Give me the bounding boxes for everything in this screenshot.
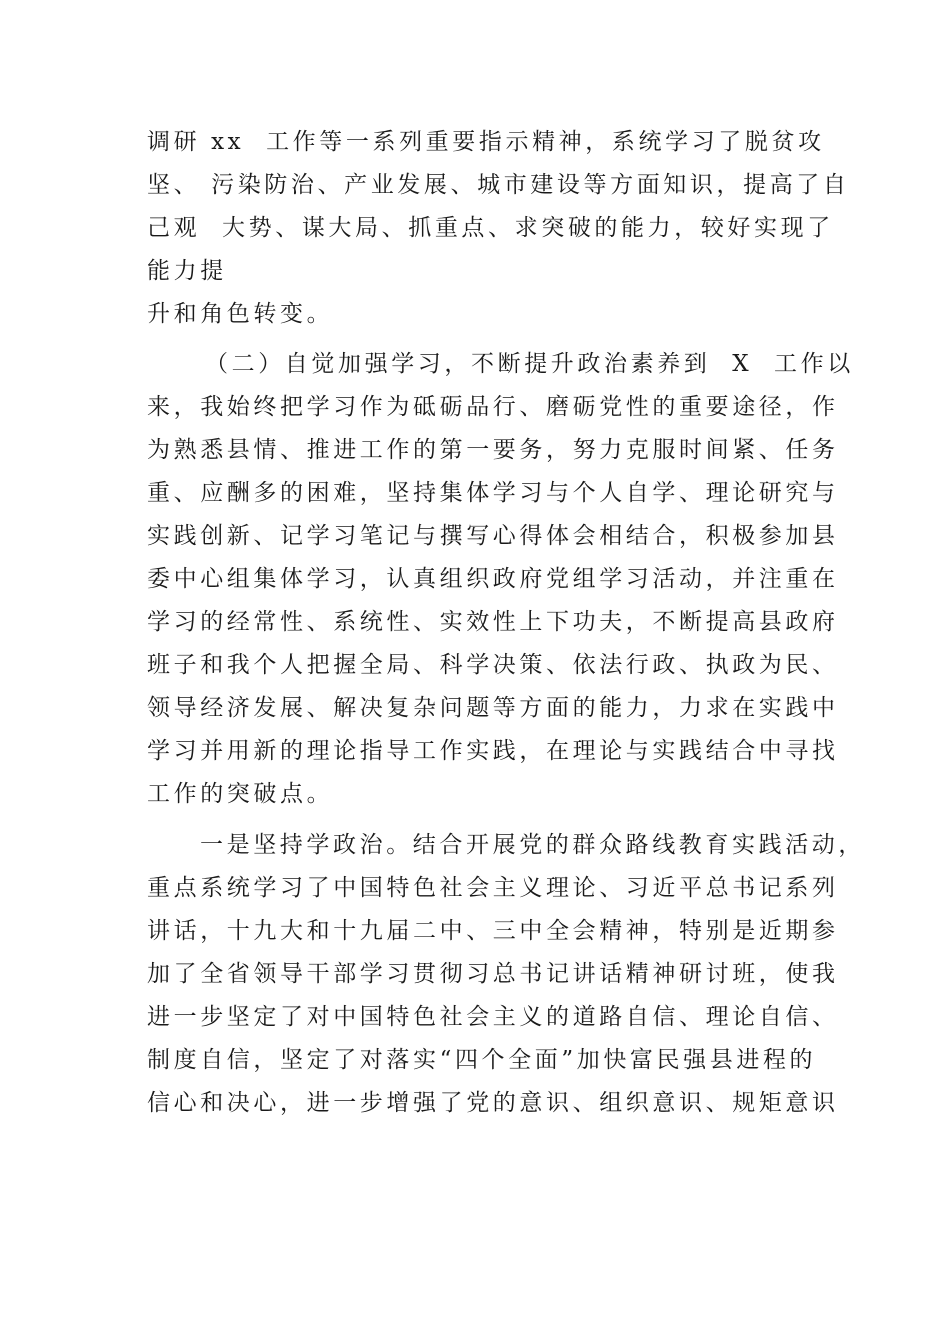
text-line: 调研 xx 工作等一系列重要指示精神，系统学习了脱贫攻: [147, 129, 825, 155]
text-line: 己观 大势、谋大局、抓重点、求突破的能力，较好实现了: [147, 215, 834, 241]
text-line: 委中心组集体学习，认真组织政府党组学习活动，并注重在: [147, 566, 839, 592]
text-line: 学习并用新的理论指导工作实践，在理论与实践结合中寻找: [147, 738, 839, 764]
text-line: 重点系统学习了中国特色社会主义理论、习近平总书记系列: [147, 875, 839, 901]
text-line: （二）自觉加强学习，不断提升政治素养到 X 工作以: [205, 351, 854, 377]
text-line: 领导经济发展、解决复杂问题等方面的能力，力求在实践中: [147, 695, 839, 721]
text-line: 制度自信，坚定了对落实“四个全面”加快富民强县进程的: [147, 1047, 817, 1073]
text-line: 重、应酬多的困难，坚持集体学习与个人自学、理论研究与: [147, 480, 839, 506]
text-line: 加了全省领导干部学习贯彻习总书记讲话精神研讨班，使我: [147, 961, 839, 987]
text-line: 工作的突破点。: [147, 781, 334, 807]
text-line: 学习的经常性、系统性、实效性上下功夫，不断提高县政府: [147, 609, 839, 635]
text-line: 能力提: [147, 258, 227, 284]
text-line: 实践创新、记学习笔记与撰写心得体会相结合，积极参加县: [147, 523, 839, 549]
text-line: 为熟悉县情、推进工作的第一要务，努力克服时间紧、任务: [147, 437, 839, 463]
text-line: 来，我始终把学习作为砥砺品行、磨砺党性的重要途径，作: [147, 394, 839, 420]
text-line: 班子和我个人把握全局、科学决策、依法行政、执政为民、: [147, 652, 839, 678]
text-line: 坚、 污染防治、产业发展、城市建设等方面知识，提高了自: [147, 172, 850, 198]
text-line: 升和角色转变。: [147, 301, 334, 327]
text-line: 信心和决心，进一步增强了党的意识、组织意识、规矩意识: [147, 1090, 839, 1116]
text-line: 讲话，十九大和十九届二中、三中全会精神，特别是近期参: [147, 918, 839, 944]
text-line: 一是坚持学政治。结合开展党的群众路线教育实践活动，: [200, 832, 865, 858]
text-line: 进一步坚定了对中国特色社会主义的道路自信、理论自信、: [147, 1004, 839, 1030]
